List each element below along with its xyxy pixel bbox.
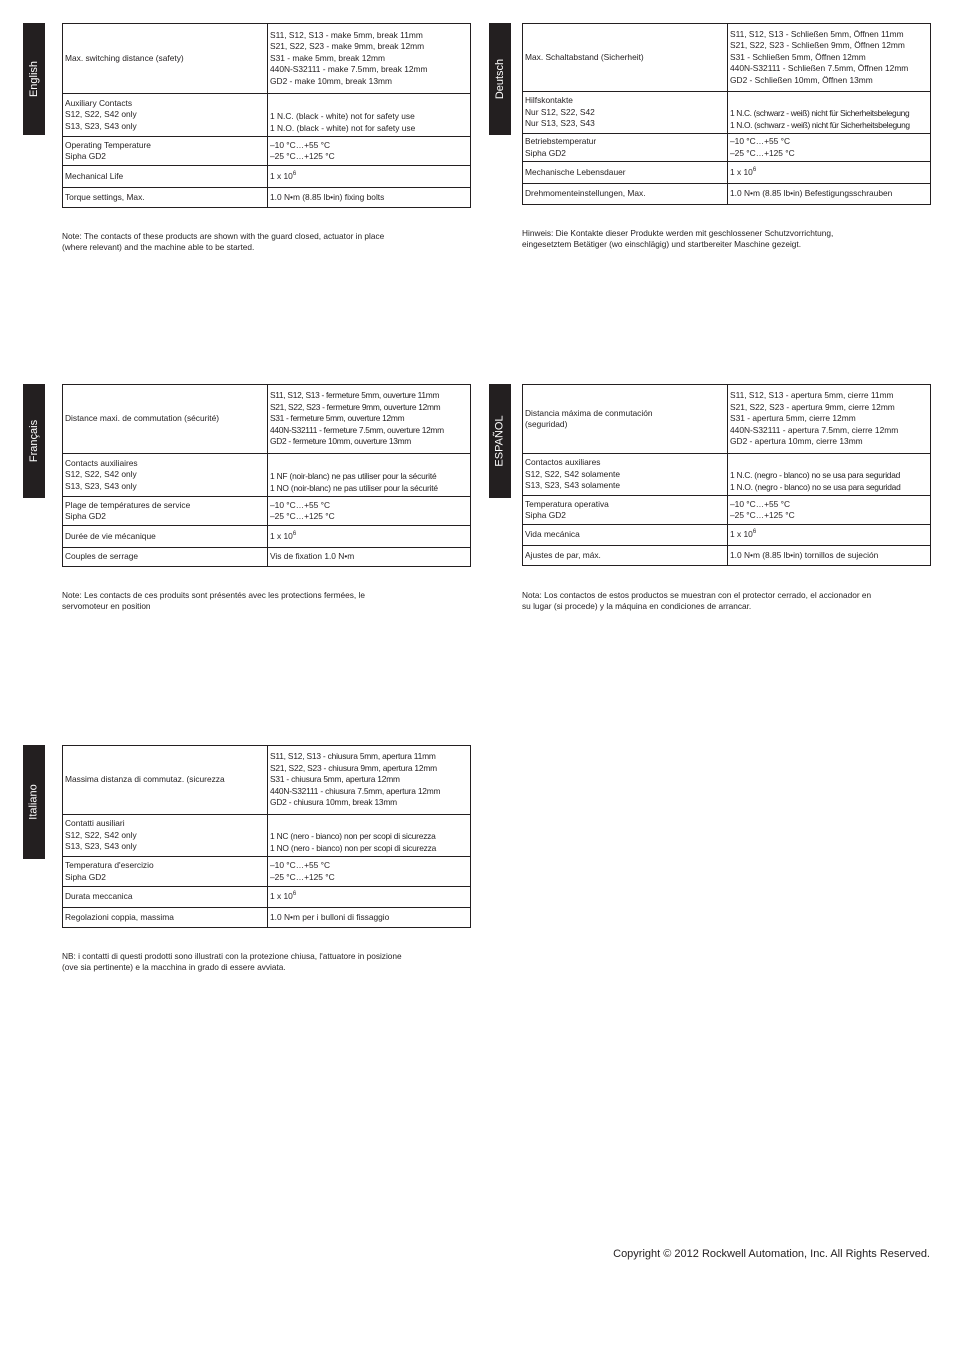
table-row <box>523 496 931 525</box>
table-row <box>63 548 471 567</box>
row-label: Max. switching distance (safety) <box>63 24 268 94</box>
row-value: S11, S12, S13 - chiusura 5mm, apertura 11mm S21, S22, S23 - chiusura 9mm, apertura 12mm S31 - chiusura 5mm, apertura 12mm 440N-S32111 - chiusura 7.5mm, apertura 12mm GD2 - chiusura 10mm, break 13mm <box>268 746 471 815</box>
row-value: 1 N.C. (schwarz - weiß) nicht für Sicherheitsbelegung 1 N.O. (schwarz - weiß) nicht für Sicherheitsbelegung <box>728 92 931 134</box>
row-value: 1 NF (noir-blanc) ne pas utiliser pour la sécurité 1 NO (noir-blanc) ne pas utiliser pour la sécurité <box>268 454 471 497</box>
row-value: Vis de fixation 1.0 N•m <box>268 548 471 567</box>
row-label: Temperatura operativa Sipha GD2 <box>523 496 728 525</box>
row-value: S11, S12, S13 - apertura 5mm, cierre 11mm S21, S22, S23 - apertura 9mm, cierre 12mm S31 - apertura 5mm, cierre 12mm 440N-S32111 - apertura 7.5mm, cierre 12mm GD2 - apertura 10mm, cierre 13mm <box>728 385 931 454</box>
row-value: 1.0 N•m per i bulloni di fissaggio <box>268 908 471 928</box>
note-deutsch: Hinweis: Die Kontakte dieser Produkte werden mit geschlossener Schutzvorrichtung, eingesetztem Betätiger (wo einschlägig) und startbereiter Maschine gezeigt. <box>522 228 834 249</box>
table-row <box>63 454 471 497</box>
row-label: Contatti ausiliari S12, S22, S42 only S13, S23, S43 only <box>63 815 268 857</box>
row-value: 1 x $10^6$ <box>268 887 471 908</box>
table-row <box>63 188 471 208</box>
spec-table-deutsch <box>522 23 931 205</box>
language-tab-label: Deutsch <box>494 58 507 100</box>
note-english: Note: The contacts of these products are shown with the guard closed, actuator in place (where relevant) and the machine able to be started. <box>62 231 385 252</box>
row-label: Betriebstemperatur Sipha GD2 <box>523 134 728 162</box>
row-label: Drehmomenteinstellungen, Max. <box>523 184 728 205</box>
row-label: Max. Schaltabstand (Sicherheit) <box>523 24 728 92</box>
row-value: S11, S12, S13 - Schließen 5mm, Öffnen 11mm S21, S22, S23 - Schließen 9mm, Öffnen 12mm S31 - Schließen 5mm, Öffnen 12mm 440N-S32111 - Schließen 7.5mm, Öffnen 12mm GD2 - Schließen 10mm, Öffnen 13mm <box>728 24 931 92</box>
row-label: Mechanical Life <box>63 166 268 188</box>
spec-table-english <box>62 23 471 208</box>
row-value: –10 °C…+55 °C –25 °C…+125 °C <box>268 857 471 887</box>
table-row <box>63 94 471 137</box>
row-label: Torque settings, Max. <box>63 188 268 208</box>
language-tab-italiano <box>23 745 45 859</box>
row-value: –10 °C…+55 °C –25 °C…+125 °C <box>728 134 931 162</box>
row-label: Mechanische Lebensdauer <box>523 162 728 184</box>
row-label: Durata meccanica <box>63 887 268 908</box>
language-tab-english <box>23 23 45 135</box>
table-row <box>63 746 471 815</box>
row-value: –10 °C…+55 °C –25 °C…+125 °C <box>728 496 931 525</box>
language-tab-deutsch <box>489 23 511 135</box>
spec-table-espanol <box>522 384 931 566</box>
row-label: Ajustes de par, máx. <box>523 546 728 566</box>
table-row <box>63 887 471 908</box>
table-row <box>63 385 471 454</box>
table-row <box>63 166 471 188</box>
row-label: Couples de serrage <box>63 548 268 567</box>
language-tab-label: English <box>28 60 41 98</box>
row-value: 1 NC (nero - bianco) non per scopi di sicurezza 1 NO (nero - bianco) non per scopi di sicurezza <box>268 815 471 857</box>
note-francais: Note: Les contacts de ces produits sont présentés avec les protections fermées, le servomoteur en position <box>62 590 365 611</box>
row-value: 1.0 N•m (8.85 lb•in) tornillos de sujeción <box>728 546 931 566</box>
table-row <box>63 137 471 166</box>
row-label: Massima distanza di commutaz. (sicurezza <box>63 746 268 815</box>
table-row <box>63 815 471 857</box>
row-value: –10 °C…+55 °C –25 °C…+125 °C <box>268 497 471 526</box>
row-value: 1 x $10^6$ <box>268 526 471 548</box>
row-value: 1 x $10^6$ <box>268 166 471 188</box>
table-row <box>523 134 931 162</box>
table-row <box>63 526 471 548</box>
row-label: Distancia máxima de conmutación (seguridad) <box>523 385 728 454</box>
row-label: Regolazioni coppia, massima <box>63 908 268 928</box>
row-label: Operating Temperature Sipha GD2 <box>63 137 268 166</box>
language-tab-francais <box>23 384 45 498</box>
row-label: Plage de températures de service Sipha GD2 <box>63 497 268 526</box>
table-row <box>523 92 931 134</box>
note-italiano: NB: i contatti di questi prodotti sono illustrati con la protezione chiusa, l'attuatore in posizione (ove sia pertinente) e la macchina in grado di essere avviata. <box>62 951 402 972</box>
language-tab-label: Français <box>28 419 40 463</box>
table-row <box>63 497 471 526</box>
language-tab-label: ESPAÑOL <box>494 415 506 467</box>
row-label: Durée de vie mécanique <box>63 526 268 548</box>
row-value: S11, S12, S13 - fermeture 5mm, ouverture 11mm S21, S22, S23 - fermeture 9mm, ouverture 12mm S31 - fermeture 5mm, ouverture 12mm 440N-S32111 - fermeture 7.5mm, ouverture 12mm GD2 - fermeture 10mm, ouverture 13mm <box>268 385 471 454</box>
row-label: Vida mecánica <box>523 525 728 546</box>
row-value: 1 x $10^6$ <box>728 525 931 546</box>
row-label: Contacts auxiliaires S12, S22, S42 only S13, S23, S43 only <box>63 454 268 497</box>
row-label: Contactos auxiliares S12, S22, S42 solamente S13, S23, S43 solamente <box>523 454 728 496</box>
note-espanol: Nota: Los contactos de estos productos se muestran con el protector cerrado, el accionador en su lugar (si procede) y la máquina en condiciones de arrancar. <box>522 590 872 611</box>
language-tab-espanol <box>489 384 511 498</box>
row-value: 1.0 N•m (8.85 lb•in) fixing bolts <box>268 188 471 208</box>
table-row <box>63 857 471 887</box>
table-row <box>523 385 931 454</box>
table-row <box>523 546 931 566</box>
row-value: 1 x $10^6$ <box>728 162 931 184</box>
row-value: –10 °C…+55 °C –25 °C…+125 °C <box>268 137 471 166</box>
row-label: Distance maxi. de commutation (sécurité) <box>63 385 268 454</box>
row-label: Auxiliary Contacts S12, S22, S42 only S13, S23, S43 only <box>63 94 268 137</box>
table-row <box>523 525 931 546</box>
row-value: 1.0 N•m (8.85 lb•in) Befestigungsschrauben <box>728 184 931 205</box>
row-value: 1 N.C. (black - white) not for safety use 1 N.O. (black - white) not for safety use <box>268 94 471 137</box>
language-tab-label: Italiano <box>28 784 41 820</box>
table-row <box>523 454 931 496</box>
spec-table-francais <box>62 384 471 567</box>
table-row <box>523 162 931 184</box>
table-row <box>63 908 471 928</box>
table-row <box>523 184 931 205</box>
row-value: S11, S12, S13 - make 5mm, break 11mm S21, S22, S23 - make 9mm, break 12mm S31 - make 5mm, break 12mm 440N-S32111 - make 7.5mm, break 12mm GD2 - make 10mm, break 13mm <box>268 24 471 94</box>
spec-table-italiano <box>62 745 471 928</box>
row-label: Hilfskontakte Nur S12, S22, S42 Nur S13, S23, S43 <box>523 92 728 134</box>
row-label: Temperatura d'esercizio Sipha GD2 <box>63 857 268 887</box>
copyright-notice: Copyright © 2012 Rockwell Automation, Inc. All Rights Reserved. <box>613 1248 930 1260</box>
row-value: 1 N.C. (negro - blanco) no se usa para seguridad 1 N.O. (negro - blanco) no se usa para seguridad <box>728 454 931 496</box>
table-row <box>63 24 471 94</box>
table-row <box>523 24 931 92</box>
